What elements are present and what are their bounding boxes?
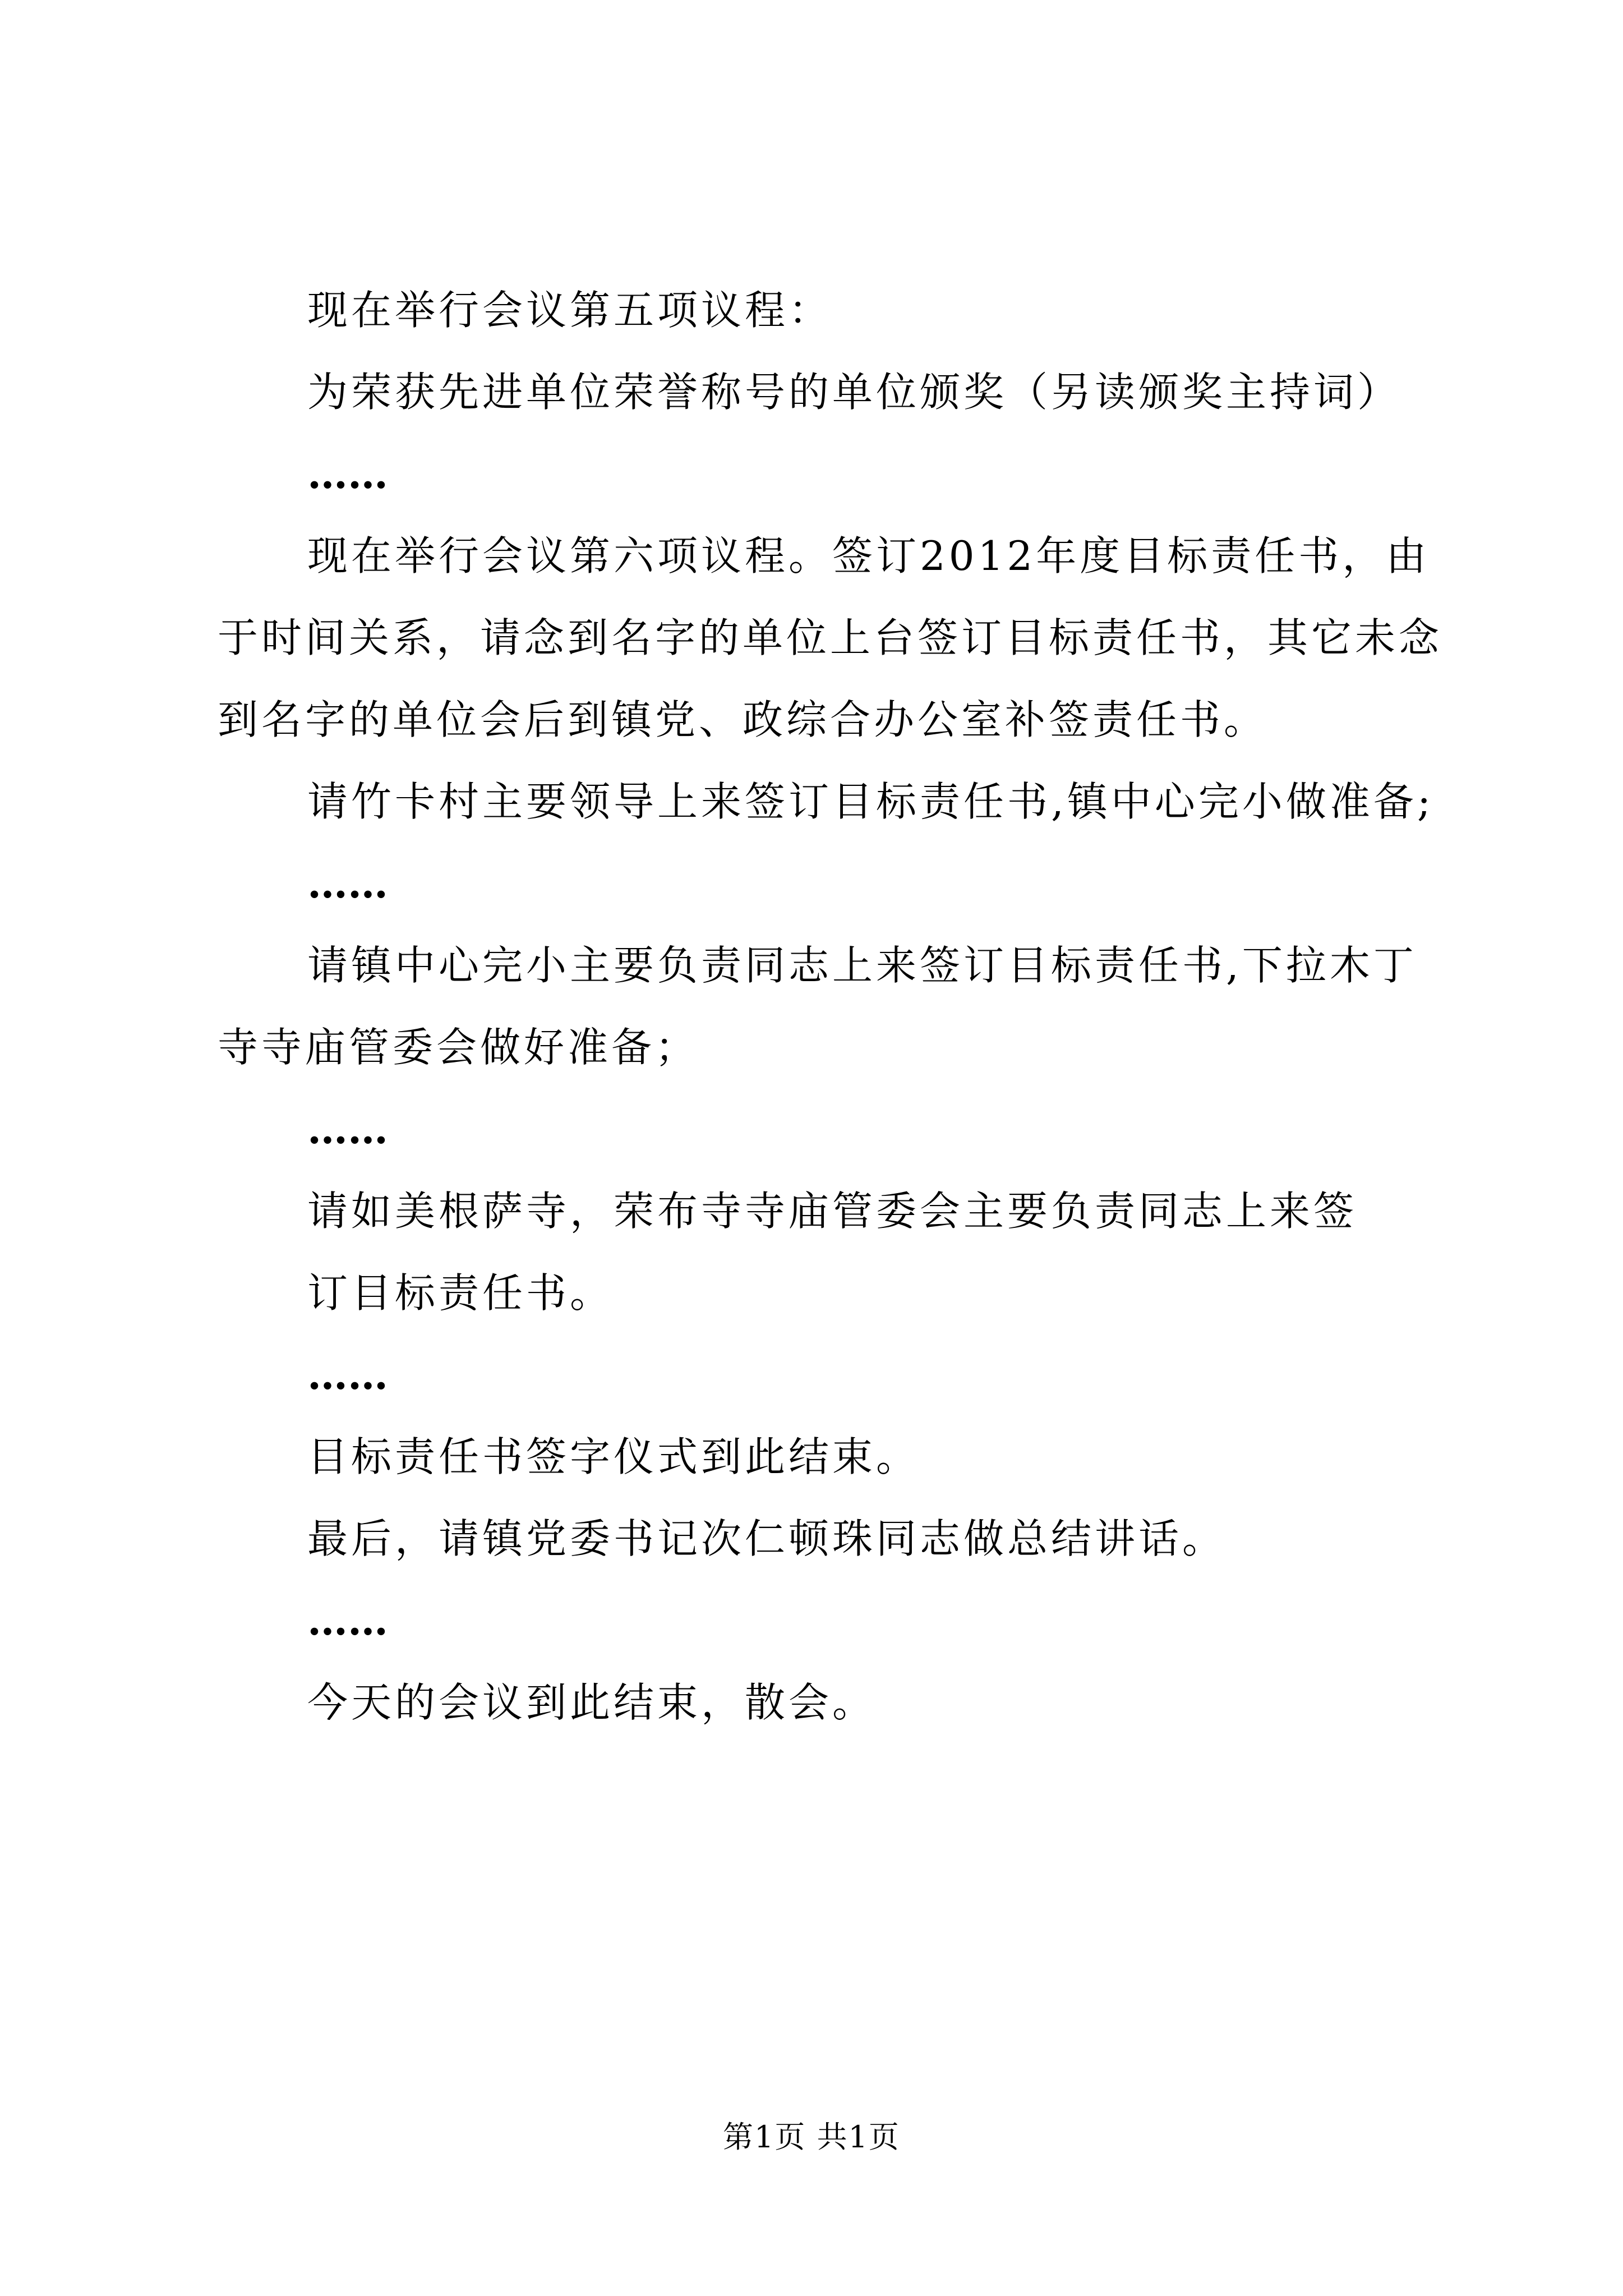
ellipsis-line: …… <box>307 450 388 498</box>
document-body <box>218 269 1443 1743</box>
paragraph-line: 现在举行会议第五项议程： <box>307 287 833 334</box>
ellipsis-line: …… <box>307 859 388 907</box>
paragraph-line: 于时间关系，请念到名字的单位上台签订目标责任书，其它未念 <box>218 614 1443 661</box>
paragraph-line: 寺寺庙管委会做好准备； <box>218 1024 699 1071</box>
ellipsis-line: …… <box>307 1105 388 1153</box>
paragraph-line: 请如美根萨寺，荣布寺寺庙管委会主要负责同志上来签 <box>307 1188 1358 1235</box>
paragraph-line: 请镇中心完小主要负责同志上来签订目标责任书,下拉木丁 <box>307 942 1417 989</box>
paragraph-line: 今天的会议到此结束，散会。 <box>307 1679 877 1726</box>
ellipsis-line: …… <box>307 1596 388 1644</box>
paragraph-line: 最后，请镇党委书记次仁顿珠同志做总结讲话。 <box>307 1515 1227 1562</box>
paragraph-line: 目标责任书签字仪式到此结束。 <box>307 1433 920 1480</box>
paragraph-line: 现在举行会议第六项议程。签订2012年度目标责任书，由 <box>307 532 1430 579</box>
paragraph-line: 到名字的单位会后到镇党、政综合办公室补签责任书。 <box>218 696 1268 743</box>
page-number-footer: 第1页 共1页 <box>723 2119 900 2155</box>
paragraph-line: 为荣获先进单位荣誉称号的单位颁奖（另读颁奖主持词） <box>307 369 1401 416</box>
paragraph-line: 订目标责任书。 <box>307 1269 614 1317</box>
paragraph-line: 请竹卡村主要领导上来签订目标责任书,镇中心完小做准备; <box>307 778 1435 825</box>
ellipsis-line: …… <box>307 1351 388 1398</box>
